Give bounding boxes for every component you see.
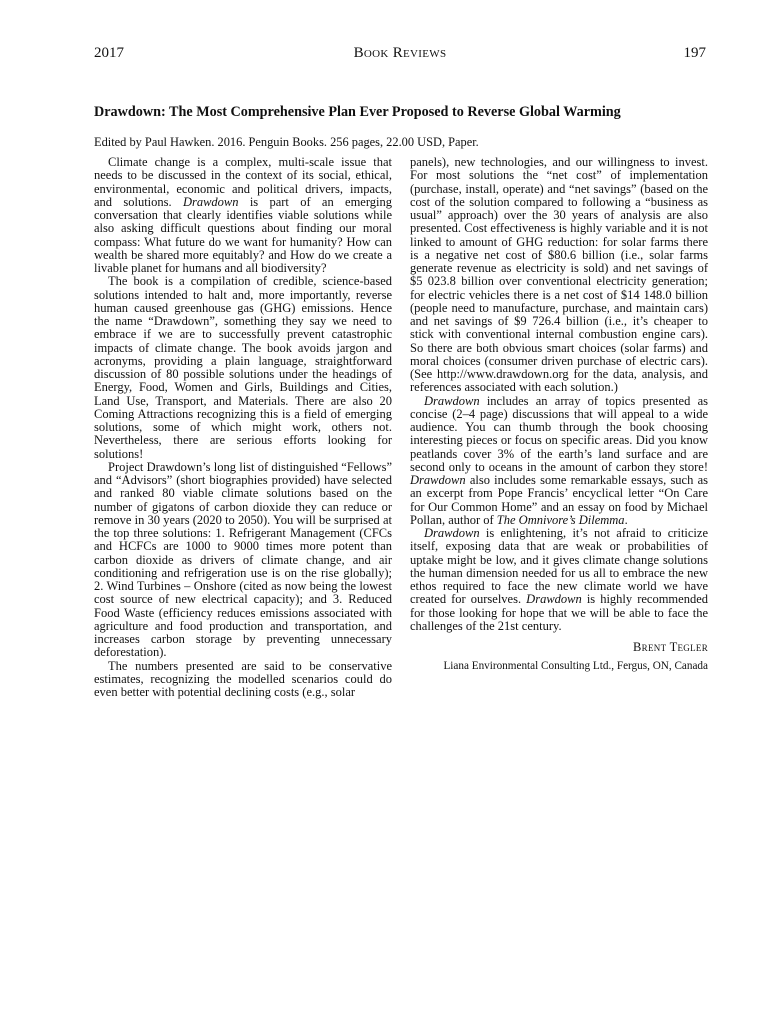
- journal-year: 2017: [94, 45, 124, 61]
- right-column: [410, 156, 708, 674]
- paragraph: Climate change is a complex, multi-scale issue that needs to be discussed in the context of its social, ethical, environmental, economic and political drivers, impacts, and solutions. Drawdown is part of an emerging conversation that clearly identifies viable solutions while also asking difficult questions about finding our moral compass: What future do we want for humanity? How can wealth be shared more equitably? and How do we create a livable planet for humans and all biodiversity?: [94, 155, 393, 275]
- paragraph: The book is a compilation of credible, science-based solutions intended to halt and, more importantly, reverse human caused greenhouse gas (GHG) emissions. Hence the name “Drawdown”, something they say we need to embrace if we are to successfully prevent catastrophic impacts of climate change. The book avoids jargon and acronyms, providing a plain language, straightforward discussion of 80 possible solutions under the headings of Energy, Food, Women and Girls, Buildings and Cities, Land Use, Transport, and Materials. There are also 20 Coming Attractions recognizing this is a field of emerging solutions, some of which might work, others not. Nevertheless, there are serious efforts looking for solutions!: [94, 274, 392, 461]
- left-column: [94, 156, 392, 699]
- paragraph: Drawdown includes an array of topics presented as concise (2–4 page) discussions that will appeal to a wide audience. You can thumb through the book choosing interesting pieces or focus on specific areas. Did you know peatlands cover 3% of the earth’s land surface and are second only to oceans in the amount of carbon they store! Drawdown also includes some remarkable essays, such as an excerpt from Pope Francis’ encyclical letter “On Care for Our Common Home” and an essay on food by Michael Pollan, author of The Omnivore’s Dilemma.: [410, 393, 708, 527]
- paragraph: The numbers presented are said to be conservative estimates, recognizing the modelled scenarios could do even better with potential declining costs (e.g., solar: [94, 658, 392, 699]
- section-title: Book Reviews: [353, 45, 447, 61]
- reviewer-affiliation: Liana Environmental Consulting Ltd., Fergus, ON, Canada: [443, 660, 708, 673]
- paragraph: Project Drawdown’s long list of distinguished “Fellows” and “Advisors” (short biographies provided) have selected and ranked 80 viable climate solutions based on the number of gigatons of carbon dioxide they can reduce or remove in 30 years (2020 to 2050). You will be surprised at the top three solutions: 1. Refrigerant Management (CFCs and HCFCs are 1000 to 9000 times more potent than carbon dioxide as drivers of climate change, and air conditioning and refrigeration use is on the rise globally); 2. Wind Turbines – Onshore (cited as now being the lowest cost source of new electrical capacity); and 3. Reduced Food Waste (efficiency reduces emissions associated with agriculture and food production and transportation, and increases carbon storage by preventing unnecessary deforestation).: [94, 459, 392, 660]
- reviewer-name: Brent Tegler: [633, 640, 708, 654]
- paragraph: Drawdown is enlightening, it’s not afraid to criticize itself, exposing data that are weak or probabilities of uptake might be low, and it gives climate change solutions the human dimension needed for us all to embrace the new ethos required to face the new climate world we have created for ourselves. Drawdown is highly recommended for those looking for hope that we will be able to face the challenges of the 21st century.: [410, 526, 709, 633]
- book-citation: Edited by Paul Hawken. 2016. Penguin Books. 256 pages, 22.00 USD, Paper.: [94, 135, 479, 149]
- paragraph: panels), new technologies, and our willingness to invest. For most solutions the “net cost” of implementation (purchase, install, operate) and “net savings” (based on the cost of the solution compared to following a “business as usual” approach) over the 30 years of analysis are also presented. Cost effectiveness is highly variable and it is not linked to amount of GHG reduction: for solar farms there is a negative net cost of $80.6 billion (i.e., solar farms generate revenue as electricity is sold) and net savings of $5 023.8 billion over conventional electricity generation; for electric vehicles there is a net cost of $14 148.0 billion (people need to manufacture, purchase, and maintain cars) and net savings of $9 726.4 billion (i.e., it’s cheaper to stick with conventional internal combustion engine cars). So there are both obvious smart choices (solar farms) and moral choices (consumer driven purchase of electric cars). (See http://www.drawdown.org for the data, analysis, and references associated with each solution.): [410, 155, 708, 395]
- book-title: Drawdown: The Most Comprehensive Plan Ever Proposed to Reverse Global Warming: [94, 104, 621, 120]
- running-header: [94, 45, 706, 67]
- page-number: 197: [683, 45, 706, 61]
